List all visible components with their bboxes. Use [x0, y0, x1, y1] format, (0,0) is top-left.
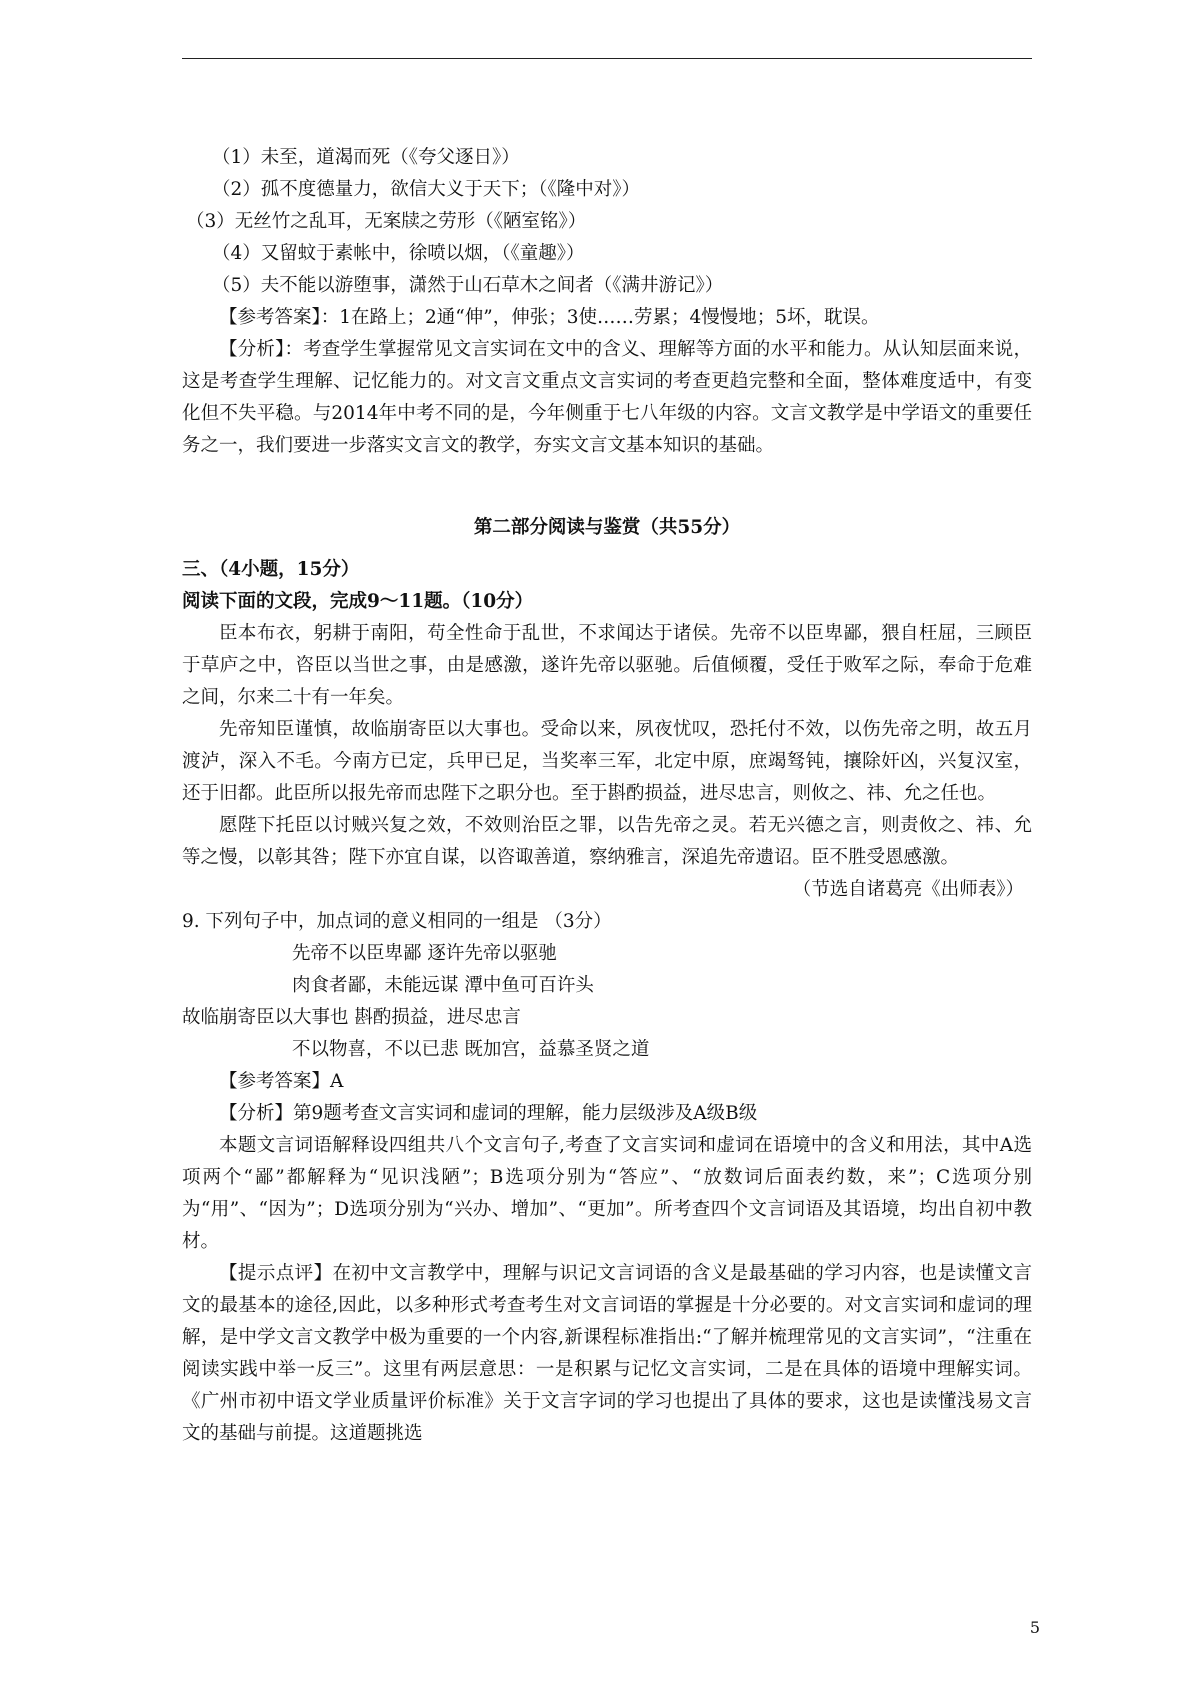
read-instruction: 阅读下面的文段，完成9～11题。（10分）: [182, 591, 534, 612]
part-2-title: 第二部分阅读与鉴赏（共55分）: [473, 517, 741, 538]
passage-source: （节选自诸葛亮《出师表》）: [792, 879, 1024, 900]
comment-9: 【提示点评】在初中文言教学中，理解与识记文言词语的含义是最基础的学习内容，也是读懂文言文的最基本的途径,因此，以多种形式考查考生对文言词语的掌握是十分必要的。对文言实词和虚词的理解，是中学文言文教学中极为重要的一个内容,新课程标准指出:“了解并梳理常见的文言实词”，“注重在阅读实践中举一反三”。这里有两层意思：一是积累与记忆文言实词，二是在具体的语境中理解实词。《广州市初中语文学业质量评价标准》关于文言字词的学习也提出了具体的要求，这也是读懂浅易文言文的基础与前提。这道题挑选: [182, 1263, 1032, 1444]
passage-paragraph-2: 先帝知臣谨慎，故临崩寄臣以大事也。受命以来，夙夜忧叹，恐托付不效，以伤先帝之明，故五月渡泸，深入不毛。今南方已定，兵甲已足，当奖率三军，北定中原，庶竭驽钝，攘除奸凶，兴复汉室，还于旧都。此臣所以报先帝而忠陛下之职分也。至于斟酌损益，进尽忠言，则攸之、祎、允之任也。: [182, 719, 1032, 804]
question-9: 9. 下列句子中，加点词的意义相同的一组是 （3分）: [182, 911, 612, 932]
item-4: （4）又留蚊于素帐中，徐喷以烟，（《童趣》）: [212, 243, 585, 264]
analysis-1: 【分析】：考查学生掌握常见文言实词在文中的含义、理解等方面的水平和能力。从认知层面来说，这是考查学生理解、记忆能力的。对文言文重点文言实词的考查更趋完整和全面，整体难度适中，有变化但不失平稳。与2014年中考不同的是，今年侧重于七八年级的内容。文言文教学是中学语文的重要任务之一，我们要进一步落实文言文的教学，夯实文言文基本知识的基础。: [182, 339, 1032, 456]
page-number: 5: [1029, 1618, 1040, 1637]
question-9-option-c: 故临崩寄臣以大事也 斟酌损益，进尽忠言: [182, 1007, 521, 1028]
item-5: （5）夫不能以游堕事，潇然于山石草木之间者（《满井游记》）: [212, 275, 724, 296]
question-9-option-d: 不以物喜，不以已悲 既加宫，益慕圣贤之道: [292, 1039, 650, 1060]
question-9-option-a: 先帝不以臣卑鄙 逐许先帝以驱驰: [292, 943, 557, 964]
item-3: （3）无丝竹之乱耳，无案牍之劳形（《陋室铭》）: [186, 211, 587, 232]
item-1: （1）未至，道渴而死（《夸父逐日》）: [212, 147, 520, 168]
question-9-option-b: 肉食者鄙，未能远谋 潭中鱼可百许头: [292, 975, 594, 996]
document-body: [182, 142, 1032, 1450]
header-rule: [182, 58, 1032, 59]
item-2: （2）孤不度德量力，欲信大义于天下；（《隆中对》）: [212, 179, 641, 200]
passage-paragraph-3: 愿陛下托臣以讨贼兴复之效，不效则治臣之罪，以告先帝之灵。若无兴德之言，则责攸之、祎、允等之慢，以彰其咎；陛下亦宜自谋，以咨诹善道，察纳雅言，深追先帝遗诏。臣不胜受恩感激。: [182, 815, 1032, 868]
answer-1: 【参考答案】：1在路上；2通“伸”，伸张；3使……劳累；4慢慢地；5坏，耽误。: [219, 307, 880, 328]
answer-9: 【参考答案】A: [219, 1071, 344, 1092]
analysis-9: 【分析】第9题考查文言实词和虚词的理解，能力层级涉及A级B级: [219, 1103, 758, 1124]
explanation-9: 本题文言词语解释设四组共八个文言句子,考查了文言实词和虚词在语境中的含义和用法，其中A选项两个“鄙”都解释为“见识浅陋”；B选项分别为“答应”、“放数词后面表约数，来”；C选项分别为“用”、“因为”；D选项分别为“兴办、增加”、“更加”。所考查四个文言词语及其语境，均出自初中教材。: [182, 1135, 1032, 1252]
section-3-heading: 三、（4小题，15分）: [182, 559, 360, 580]
passage-paragraph-1: 臣本布衣，躬耕于南阳，苟全性命于乱世，不求闻达于诸侯。先帝不以臣卑鄙，猥自枉屈，三顾臣于草庐之中，咨臣以当世之事，由是感激，遂许先帝以驱驰。后值倾覆，受任于败军之际，奉命于危难之间，尔来二十有一年矣。: [182, 623, 1032, 708]
